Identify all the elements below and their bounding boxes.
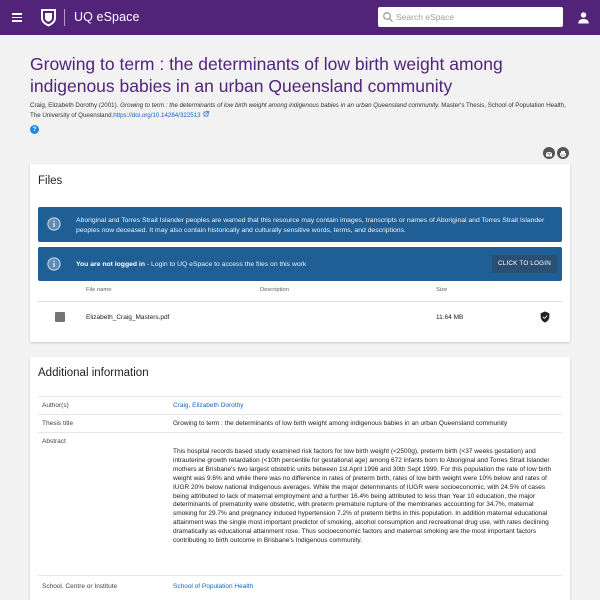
- menu-icon[interactable]: [12, 13, 22, 22]
- column-header-file-name: File name: [86, 287, 112, 293]
- file-row: [38, 301, 562, 331]
- help-icon[interactable]: ?: [30, 125, 39, 134]
- cultural-warning-text: Aboriginal and Torres Strait Islander peoples are warned that this resource may contain images, transcripts or names of Aboriginal and Torres Strait Islander peoples now deceased. It may also contain historically and culturally sensitive words, terms, and descriptions.: [76, 217, 545, 234]
- files-title: Files: [38, 175, 63, 187]
- uq-crest-logo[interactable]: [40, 8, 57, 27]
- files-card: [30, 164, 570, 342]
- school-link[interactable]: School of Population Health: [173, 583, 254, 590]
- column-header-size: Size: [436, 287, 448, 293]
- login-text: [76, 260, 556, 270]
- info-icon: [47, 217, 61, 231]
- search-icon: [382, 11, 394, 23]
- citation-title: Growing to term : the determinants of low birth weight among indigenous babies in an urban Queensland community.: [120, 102, 440, 109]
- login-alert: [38, 247, 562, 281]
- external-link-icon[interactable]: [203, 111, 209, 117]
- login-text-rest: - Login to UQ eSpace to access the files on this work: [144, 261, 307, 268]
- app-title[interactable]: UQ eSpace: [74, 10, 140, 24]
- doi-link[interactable]: https://doi.org/10.14264/322513: [113, 112, 201, 119]
- citation: [30, 101, 575, 121]
- additional-information-card: [30, 357, 570, 600]
- info-row-thesis-title: [38, 414, 562, 432]
- info-value: Growing to term : the determinants of low birth weight among indigenous babies in an urban Queensland community: [173, 420, 508, 427]
- account-icon[interactable]: [577, 11, 590, 24]
- email-icon[interactable]: [543, 147, 555, 159]
- info-row-abstract: [38, 432, 562, 575]
- cultural-warning-alert: [38, 207, 562, 242]
- search-input[interactable]: [396, 9, 556, 25]
- search-box[interactable]: [378, 7, 563, 27]
- column-header-description: Description: [260, 287, 289, 293]
- file-name: Elizabeth_Craig_Masters.pdf: [86, 314, 170, 321]
- abstract-text: This hospital records based study examined risk factors for low birth weight (<2500g), preterm birth (<37 weeks gestation) and intrauterine growth retardation (<10th percentile for gestational age) among 672 infants born to Aboriginal and Torres Strait Islander mothers at Brisbane's two largest obstetric units between 1st April 1996 and 30th Sept 1999. For this population the rate of low birth weight was 9.6% and while there was no difference in rates of preterm birth, rates of low birth weight were 10% below and rates of IUGR 20% below national Indigenous averages. While the major determinants of IUGR were socioeconomic, with 24.5% of cases being attributed to lack of maternal employment and a further 16.4% being attributed to less than Year 10 education, the major determinants of prematurity were obstetric, with preterm premature rupture of the membranes accounting for 34.7%, maternal smoking for 29.7% and pregnancy induced hypertension 7.2% of preterm births in this population. In addition maternal educational attainment was the single most important predictor of smoking, alcohol consumption and recreational drug use, with rates declining dramatically as educational attainment rose. Thus socioeconomic factors and maternal smoking are the most important factors contributing to birth outcome in Brisbane's Indigenous community.: [173, 448, 552, 545]
- info-row-authors: [38, 396, 562, 414]
- file-size: 11.64 MB: [436, 314, 464, 321]
- top-app-bar: [0, 0, 600, 35]
- click-to-login-button[interactable]: CLICK TO LOGIN: [492, 255, 557, 273]
- info-label: Abstract: [42, 438, 66, 445]
- citation-authors: Craig, Elizabeth Dorothy (2001).: [30, 102, 119, 109]
- logo-divider: [64, 9, 65, 26]
- info-row-school: [38, 575, 562, 595]
- page-title: Growing to term : the determinants of low birth weight among indigenous babies in an urban Queensland community: [30, 54, 503, 96]
- shield-icon: [540, 311, 550, 323]
- info-label: Author(s): [42, 402, 69, 409]
- info-label: School, Centre or Institute: [42, 583, 118, 590]
- pdf-file-icon: [55, 312, 65, 322]
- info-label: Thesis title: [42, 420, 74, 427]
- author-link[interactable]: Craig, Elizabeth Dorothy: [173, 402, 244, 409]
- info-icon: [47, 257, 61, 271]
- citation-publication: Master's Thesis, School of Population Health, The University of Queensland.: [30, 102, 566, 119]
- additional-information-title: Additional information: [38, 367, 149, 379]
- print-icon[interactable]: [557, 147, 569, 159]
- login-text-bold: You are not logged in: [76, 261, 145, 268]
